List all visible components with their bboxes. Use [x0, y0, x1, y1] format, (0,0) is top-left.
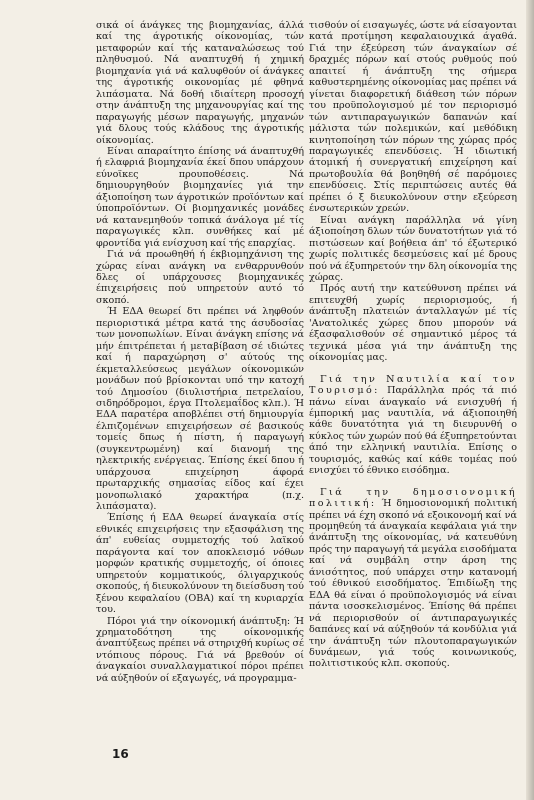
paragraph: τισθούν οί εισαγωγές, ώστε νά είσαγονται κατά προτίμηση κεφαλαιουχικά άγαθά. Γιά την έξεύρεση τών άναγκαίων σέ δραχμές πόρων καί στούς ρυθμούς πού απαιτεί ή άνάπτυξη της σήμερα καθυστερημένης οίκονομίας μας πρέπει νά γίνεται διαφορετική διάθεση τών πόρων του προϋπολογισμού μέ τον περιορισμό τών αντιπαραγωγικών δαπανών καί μάλιστα τών πολεμικών, καί μεθόδικη κινητοποίηση τών πόρων της χώρας πρός παραγωγικές επενδύσεις. Ή ιδιωτική άτομική ή συνεργατική επιχείρηση καί πρωτοβουλία θά βοηθηθή σέ παρόμοιες επενδύσεις. Στίς περιπτώσεις αυτές θά πρέπει ό ξ διευκολύνουν στην εξεύρεση ένσωτερικών χρεών. [309, 20, 517, 215]
paragraph: Γιά νά προωθηθή ή έκβιομηχάνιση της χώρας είναι ανάγκη να ενθαρρυνθούν δλες οί υπάρχουσες βιομηχανικές έπιχειρήσεις πού υπηρετούν αυτό τό σκοπό. [96, 249, 304, 306]
left-text-column [96, 20, 304, 684]
paragraph: Είναι απαραίτητο έπίσης νά άναπτυχθή ή ελαφριά βιομηχανία έκεί δπου υπάρχουν εύνοϊκες προυποθέσεις. Νά δημιουργηθούν βιομηχανίες γιά την άξιοποίηση των άγροτικών προϊόντων καί ύποπροϊόντων. Οί βιομηχανικές μονάδες νά κατανεμηθούν τοπικά άνάλογα μέ τίς παραγωγικές κλπ. συνθήκες καί μέ φροντίδα γιά ενίσχυση καί τής επαρχίας. [96, 145, 304, 249]
section-navy-tourism [309, 374, 517, 477]
section-text: Ή δημοσιονομική πολιτική πρέπει νά έχη σκοπό νά εξοικονομή καί νά προμηθεύη τά άναγκαία κεφάλαια γιά την άνάπτυξη της οίκονομίας, νά κατευθύνη πρός την παραγωγή τά μεγάλα εισοδήματα καί νά συμβάλη στην άρση της άνισότητος, πού υπάρχει στην κατανομή τού έθνικού εισοδήματος. Έπιδίωξη της ΕΔΑ θά είναι ό προϋπολογισμός νά είναι πάντα ισοσκελισμένος. Έπίσης θά πρέπει νά περιορισθούν οί άντιπαραγωγικές δαπάνες καί νά αύξηθούν τά κονδύλια γιά την άνάπτυξη τών πλουτοπαραγωγικών δυνάμεων, γιά τούς κοινωνικούς, πολιτιστικούς κλπ. σκοπούς. [309, 498, 517, 670]
section-fiscal-policy [309, 487, 517, 670]
paragraph: Έπίσης ή ΕΔΑ θεωρεί άναγκαία στίς εθνικές επιχειρήσεις την εξασφάλιση της άπ' ευθείας συμμετοχής τού λαϊκού παράγοντα καί τον αποκλεισμό νόθων μορφών κρατικής συμμετοχής, οί όποιες υπηρετούν κομματικούς, όλιγαρχικούς σκοπούς, ή διευκολύνουν τη διείσδυση τού ξένου κεφαλαίου (ΟΒΑ) καί τη κυριαρχία του. [96, 512, 304, 616]
section-text: Παράλληλα πρός τά πιό πάνω είναι άναγκαίο νά ενισχυθή ή έμπορική μας ναυτιλία, νά άξιοποιηθή κάθε δυνατότητα γιά τη διευρυνθή ο κύκλος τών χωρών πού θά έξυπηρετούνται άπό την ελληνική ναυτιλία. Επίσης ο τουρισμός, καθώς καί κάθε τομέας πού ενισχύει τό έθνικο εισόδημα. [309, 385, 517, 477]
paragraph: Είναι ανάγκη παράλληλα νά γίνη άξιοποίηση δλων τών δυνατοτήτων γιά τό πιστώσεων καί βοήθεια άπ' τό έξωτερικό χωρίς πολιτικές δεσμεύσεις καί μέ δρους πού νά έξυπηρετούν την δλη οίκονομία της χώρας. [309, 214, 517, 283]
section-heading: Γιά την Ναυτιλία καί τον Τουρισμό: [309, 373, 517, 397]
paragraph: Πόροι γιά την οίκονομική άνάπτυξη: Ή χρηματοδότηση της οίκονομικής άναπτύξεως πρέπει νά στηριχθή κυρίως σέ ντόπιους πόρους. Γιά νά βρεθούν οί άναγκαίοι συναλλαγματικοί πόροι πρέπει νά αύξηθούν οί εξαγωγές, νά προγραμμα- [96, 615, 304, 684]
section-heading: Γιά την δημοσιονομική πολιτική: [309, 486, 517, 510]
page-number: 16 [112, 747, 129, 761]
paragraph: σικά οί άνάγκες της βιομηχανίας, άλλά καί της άγροτικής οίκονομίας, τών μεταφορών καί τής καταναλώσεως τού πληθυσμού. Νά αναπτυχθή ή χημική βιομηχανία γιά νά καλυφθούν οί άνάγκες της άγροτικής οικονομίας μέ φθηνά λιπάσματα. Νά δοθή ιδιαίτερη προσοχή στην άνάπτυξη της μηχανουργίας καί της παραγωγής μέσων παραγωγής, μηχανών γιά δλους τούς κλάδους της άγροτικής οίκονομίας. [96, 20, 304, 146]
paragraph: Πρός αυτή την κατεύθυνση πρέπει νά επιτευχθή χωρίς περιορισμούς, ή άνάπτυξη πλατειών άνταλλαγών μέ τίς 'Ανατολικές χώρες δπου μπορούν νά έξασφαλισθούν σέ σημαντικό μέρος τά τεχνικά μέσα γιά την άνάπτυξη της οίκονομίας μας. [309, 283, 517, 364]
paragraph: Ή ΕΔΑ θεωρεί δτι πρέπει νά ληφθούν περιοριστικά μέτρα κατά της άσυδοσίας των μονοπωλίων. Είναι άνάγκη επίσης νά μήν έπιτρέπεται ή μεταβίβαση σέ ιδιώτες καί ή παραχώρηση σ' αύτούς της έκμεταλλεύσεως μεγάλων οίκονομικών μονάδων πού βρίσκονται υπό την κατοχή τού Δημοσίου (διυλιστήρια πετρελαίου, σιδηρόδρομοι, έργα Πτολεμαΐδος κλπ.). Ή ΕΔΑ παρατέρα αποβλέπει στή δημιουργία έλπιζομένων επιχειρήσεων σέ βασικούς τομείς δπως ή πίστη, ή παραγωγή (συγκεντρωμένη) καί διανομή της ηλεκτρικής ενέργειας. Έπίσης έκεί δπου ή υπάρχουσα επιχείρηση άφορά πρωταρχικής σημασίας είδος καί έχει μονοπωλιακό χαρακτήρα (π.χ. λιπάσματα). [96, 306, 304, 513]
right-text-column [309, 20, 517, 670]
page-edge-shadow [526, 0, 534, 800]
